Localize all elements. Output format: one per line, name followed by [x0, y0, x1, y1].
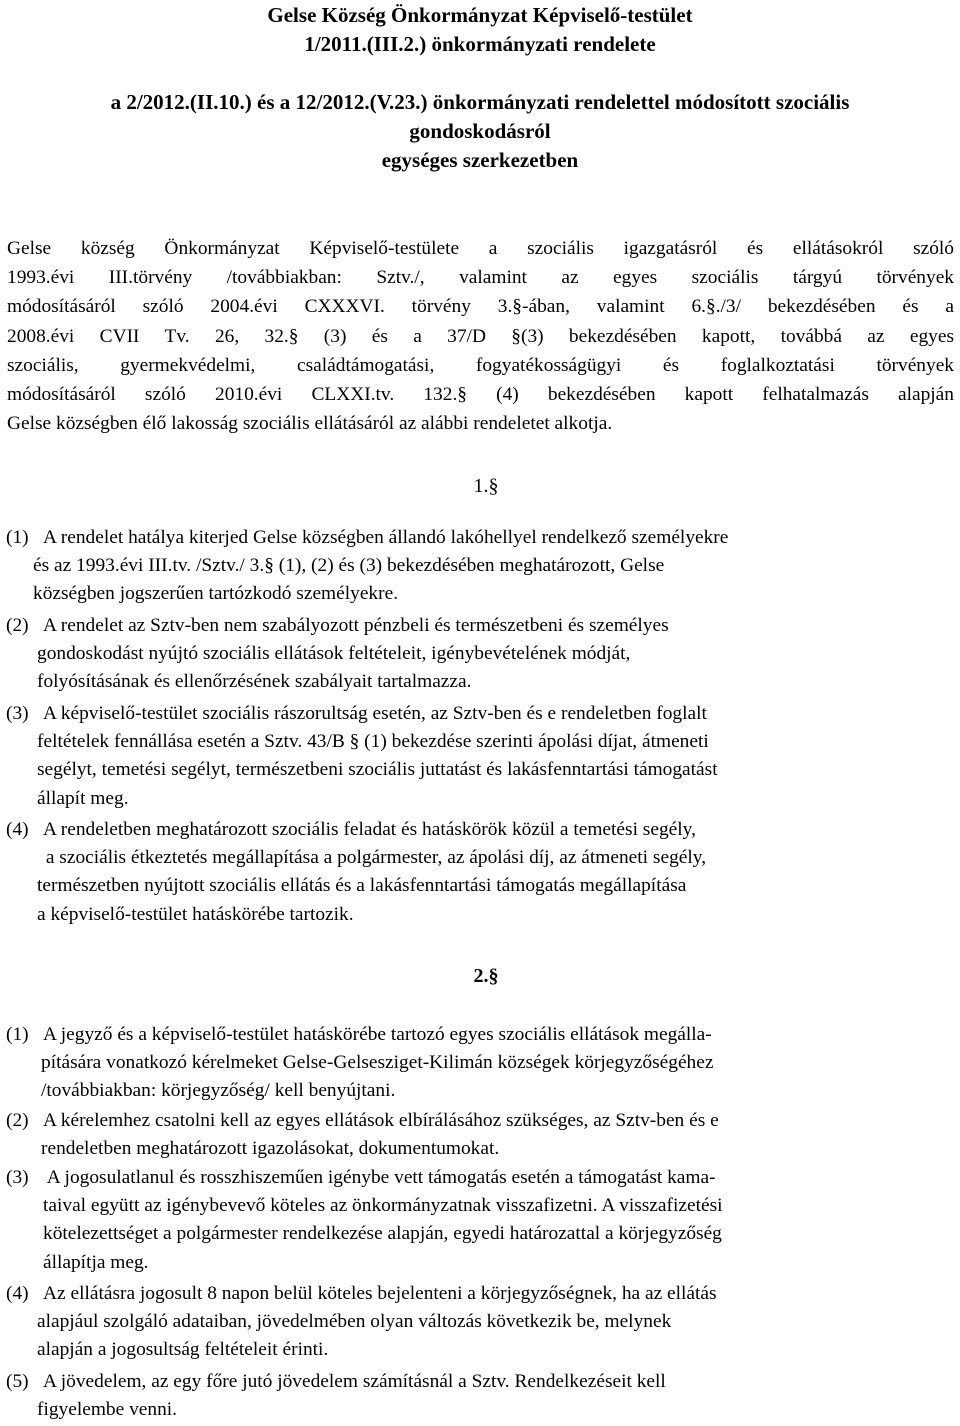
section-1-paragraph-3 [6, 700, 956, 813]
paragraph-line: segélyt, temetési segélyt, természetbeni szociális juttatást és lakásfenntartási támogatást [37, 759, 718, 781]
paragraph-line: feltételek fennállása esetén a Sztv. 43/B § (1) bekezdése szerinti ápolási díjat, átmeneti [37, 731, 709, 753]
paragraph-line: alapjául szolgáló adataiban, jövedelmében olyan változás következik be, melynek [37, 1311, 672, 1333]
document-title-line-2: 1/2011.(III.2.) önkormányzati rendelete [304, 32, 656, 56]
paragraph-number: (5) [6, 1371, 29, 1392]
section-2-paragraph-4 [6, 1280, 956, 1365]
document-subtitle-line-3: a 2/2012.(II.10.) és a 12/2012.(V.23.) önkormányzati rendelettel módosított szociális [110, 90, 850, 114]
paragraph-line: /továbbiakban: körjegyzőség/ kell benyújtani. [41, 1080, 396, 1102]
document-title-line-1: Gelse Község Önkormányzat Képviselő-testület [267, 3, 693, 27]
paragraph-number: (4) [6, 819, 29, 840]
paragraph-line: kötelezettséget a polgármester rendelkezése alapján, egyedi határozattal a körjegyzőség [43, 1223, 722, 1245]
paragraph-line: A rendeletben meghatározott szociális feladat és hatáskörök közül a temetési segély, [43, 819, 696, 840]
preamble-line: módosításáról szóló 2004.évi CXXXVI. törvény 3.§-ában, valamint 6.§./3/ bekezdésében és a [7, 296, 954, 318]
paragraph-line: alapján a jogosultság feltételeit érinti. [37, 1339, 329, 1361]
paragraph-line: A rendelet hatálya kiterjed Gelse községben állandó lakóhellyel rendelkező személyekre [43, 527, 729, 548]
section-1-paragraph-1 [6, 524, 956, 609]
preamble-line: Gelse községben élő lakosság szociális ellátásáról az alábbi rendeletet alkotja. [7, 413, 613, 435]
paragraph-line: A jogosulatlanul és rosszhiszeműen igénybe vett támogatás esetén a támogatást kama- [43, 1167, 716, 1188]
paragraph-line: taival együtt az igénybevevő köteles az önkormányzatnak visszafizetni. A visszafizetési [43, 1195, 723, 1217]
paragraph-number: (3) [6, 703, 29, 724]
paragraph-number: (1) [6, 527, 29, 548]
paragraph-number: (2) [6, 615, 29, 636]
paragraph-line: Az ellátásra jogosult 8 napon belül köteles bejelenteni a körjegyzőségnek, ha az ellátás [43, 1283, 717, 1304]
preamble-line: Gelse község Önkormányzat Képviselő-testülete a szociális igazgatásról és ellátásokról szóló [7, 238, 954, 259]
paragraph-number: (2) [6, 1110, 29, 1131]
paragraph-line: pítására vonatkozó kérelmeket Gelse-Gelsesziget-Kilimán községek körjegyzőségéhez [41, 1052, 714, 1074]
section-1-paragraph-4 [6, 816, 956, 929]
section-2-paragraph-3 [6, 1164, 956, 1277]
paragraph-number: (1) [6, 1024, 29, 1045]
paragraph-number: (3) [6, 1167, 29, 1188]
paragraph-line: állapít meg. [37, 787, 129, 809]
paragraph-line: gondoskodást nyújtó szociális ellátások feltételeit, igénybevételének módját, [37, 643, 631, 665]
preamble-line: 2008.évi CVII Tv. 26, 32.§ (3) és a 37/D §(3) bekezdésében kapott, továbbá az egyes [7, 325, 954, 347]
paragraph-line: A kérelemhez csatolni kell az egyes ellátások elbírálásához szükséges, az Sztv-ben és e [43, 1110, 719, 1131]
document-subtitle-line-4: gondoskodásról [409, 119, 551, 143]
paragraph-line: A jövedelem, az egy főre jutó jövedelem számításnál a Sztv. Rendelkezéseit kell [43, 1371, 666, 1392]
section-1-paragraph-2 [6, 612, 956, 697]
paragraph-line: a képviselő-testület hatáskörébe tartozik. [37, 903, 354, 925]
paragraph-line: és az 1993.évi III.tv. /Sztv./ 3.§ (1), (2) és (3) bekezdésében meghatározott, Gelse [33, 555, 665, 577]
paragraph-line: állapítja meg. [43, 1251, 149, 1273]
paragraph-line: folyósításának és ellenőrzésének szabályait tartalmazza. [37, 671, 472, 693]
document-subtitle-line-5: egységes szerkezetben [381, 148, 579, 172]
paragraph-line: a szociális étkeztetés megállapítása a polgármester, az ápolási díj, az átmeneti segély, [41, 847, 707, 869]
preamble-line: szociális, gyermekvédelmi, családtámogatási, fogyatékosságügyi és foglalkoztatási törvények [7, 354, 954, 376]
preamble [7, 234, 954, 438]
section-1-heading: 1.§ [473, 475, 499, 497]
paragraph-line: figyelembe venni. [37, 1399, 177, 1421]
paragraph-line: A rendelet az Sztv-ben nem szabályozott pénzbeli és természetbeni és személyes [43, 615, 669, 636]
paragraph-line: A képviselő-testület szociális rászorultság esetén, az Sztv-ben és e rendeletben foglalt [43, 703, 707, 724]
paragraph-line: rendeletben meghatározott igazolásokat, dokumentumokat. [41, 1138, 500, 1160]
paragraph-line: természetben nyújtott szociális ellátás és a lakásfenntartási támogatás megállapítása [37, 875, 687, 897]
section-2-paragraph-2 [6, 1107, 956, 1163]
preamble-line: módosításáról szóló 2010.évi CLXXI.tv. 132.§ (4) bekezdésében kapott felhatalmazás alapján [7, 384, 954, 406]
paragraph-line: községben jogszerűen tartózkodó személyekre. [33, 583, 399, 605]
paragraph-number: (4) [6, 1283, 29, 1304]
section-2-heading: 2.§ [473, 965, 499, 987]
preamble-line: 1993.évi III.törvény /továbbiakban: Sztv./, valamint az egyes szociális tárgyú törvények [7, 267, 954, 289]
section-2-paragraph-5 [6, 1368, 956, 1424]
paragraph-line: A jegyző és a képviselő-testület hatáskörébe tartozó egyes szociális ellátások megálla- [43, 1024, 712, 1045]
section-2-paragraph-1 [6, 1021, 956, 1106]
